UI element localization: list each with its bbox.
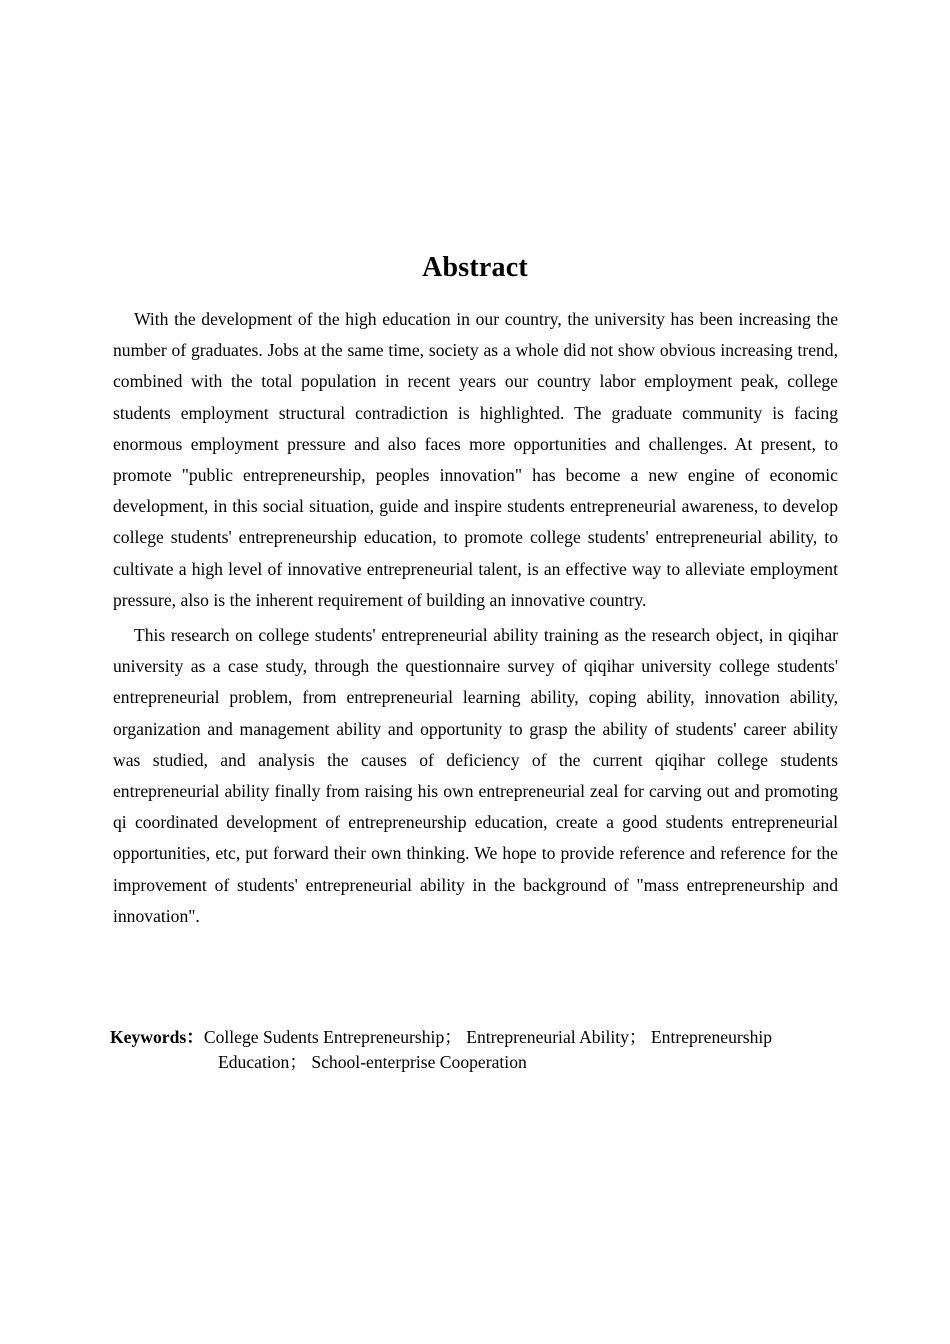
keywords-values-line-1: College Sudents Entrepreneurship； Entrepreneurial Ability； Entrepreneurship bbox=[203, 1027, 773, 1047]
keywords-block bbox=[110, 1025, 838, 1075]
keywords-label: Keywords bbox=[110, 1027, 187, 1047]
abstract-body bbox=[113, 304, 838, 932]
keywords-values-line-2: Education； School-enterprise Cooperation bbox=[218, 1052, 527, 1072]
keywords-colon: ： bbox=[186, 1027, 204, 1047]
page-title: Abstract bbox=[422, 251, 528, 283]
abstract-paragraph-2: This research on college students' entrepreneurial ability training as the research object, in qiqihar university as a case study, through the questionnaire survey of qiqihar university college students' entrepreneurial problem, from entrepreneurial learning ability, coping ability, innovation ability, organization and management ability and opportunity to grasp the ability of students' career ability was studied, and analysis the causes of deficiency of the current qiqihar college students entrepreneurial ability finally from raising his own entrepreneurial zeal for carving out and promoting qi coordinated development of entrepreneurship education, create a good students entrepreneurial opportunities, etc, put forward their own thinking. We hope to provide reference and reference for the improvement of students' entrepreneurial ability in the background of "mass entrepreneurship and innovation". bbox=[113, 625, 838, 926]
abstract-paragraph-1: With the development of the high education in our country, the university has been increasing the number of graduates. Jobs at the same time, society as a whole did not show obvious increasing trend, combined with the total population in recent years our country labor employment peak, college students employment structural contradiction is highlighted. The graduate community is facing enormous employment pressure and also faces more opportunities and challenges. At present, to promote "public entrepreneurship, peoples innovation" has become a new engine of economic development, in this social situation, guide and inspire students entrepreneurial awareness, to develop college students' entrepreneurship education, to promote college students' entrepreneurial ability, to cultivate a high level of innovative entrepreneurial talent, is an effective way to alleviate employment pressure, also is the inherent requirement of building an innovative country. bbox=[113, 309, 838, 610]
keywords-line-1 bbox=[110, 1025, 838, 1050]
